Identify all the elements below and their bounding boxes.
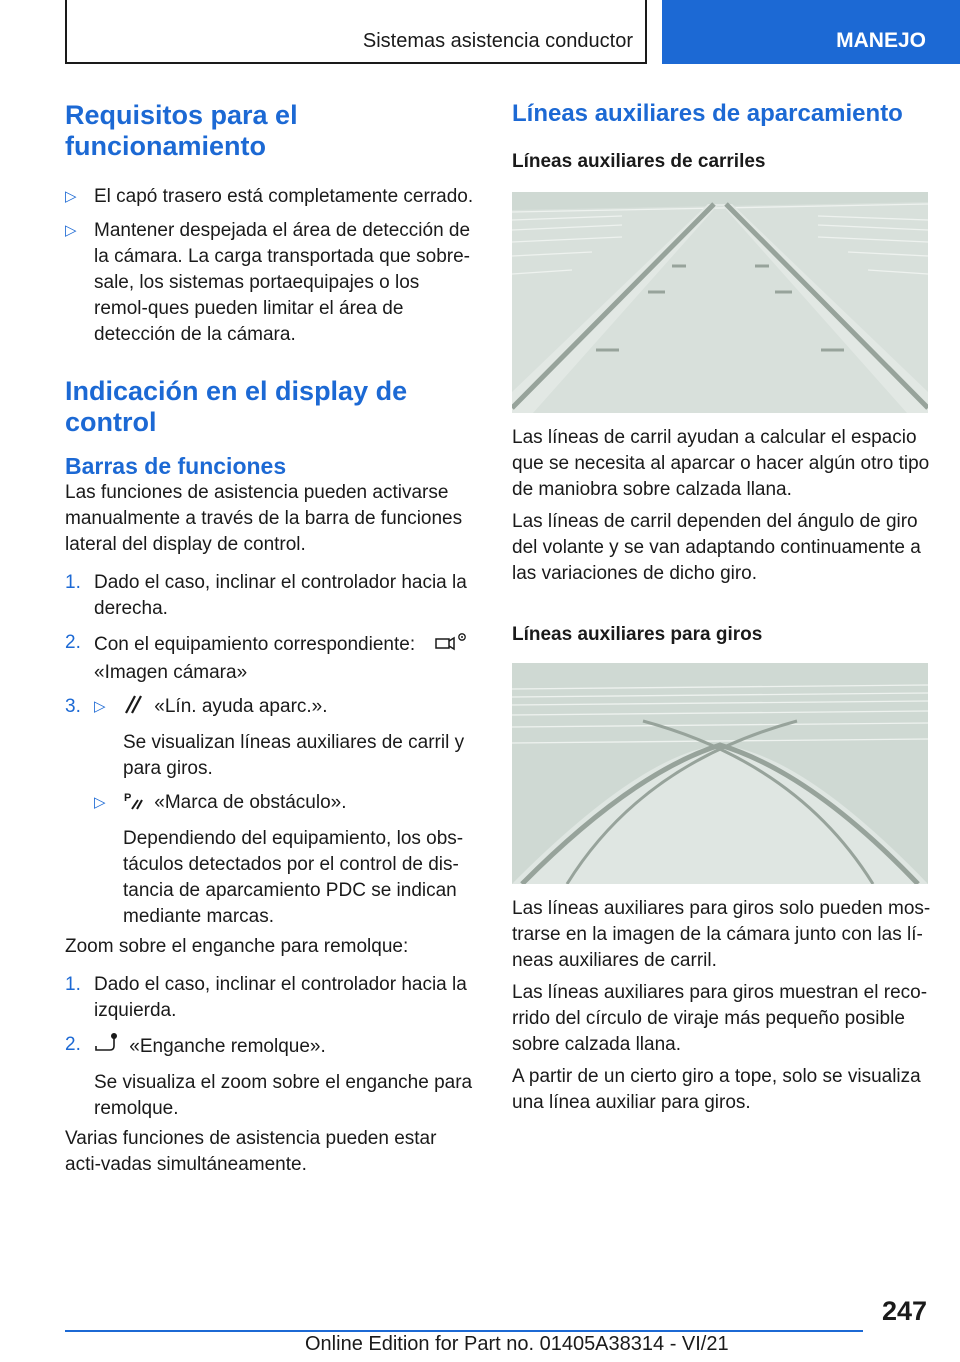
- sub-list-item: ▷ P «Marca de obstáculo». Dependiendo del equipamiento, los obs-táculos detectados por el control de dis-tancia de aparcamiento PDC se indican mediante marcas.: [94, 792, 464, 927]
- zoom-intro: Zoom sobre el enganche para remolque:: [65, 936, 409, 957]
- list-item: ▷ Mantener despejada el área de detección de la cámara. La carga transportada que sobre-sale, los sistemas portaequipajes o los remol-ques pueden limitar el área de detección de la cámara.: [65, 220, 471, 345]
- triangle-bullet-icon: ▷: [94, 698, 106, 715]
- header-box: [65, 0, 647, 64]
- bars-intro: Las funciones de asistencia pueden activarse manualmente a través de la barra de funciones lateral del display de control.: [65, 482, 463, 555]
- triangle-bullet-icon: ▷: [65, 222, 77, 239]
- lane-lines-p1: Las líneas de carril ayudan a calcular el espacio que se necesita al aparcar o hacer algún otro tipo de maniobra sobre calzada llana.: [512, 427, 930, 500]
- parking-lines-heading: Líneas auxiliares de aparcamiento: [512, 100, 903, 127]
- closing-text: Varias funciones de asistencia pueden estar acti-vadas simultáneamente.: [65, 1128, 437, 1175]
- list-item: ▷ El capó trasero está completamente cerrado.: [65, 184, 477, 210]
- turn-lines-figure: [512, 663, 928, 884]
- edition-text: Online Edition for Part no. 01405A38314 - VI/21: [305, 1333, 729, 1355]
- footer-divider: [65, 1330, 863, 1332]
- section-title: Sistemas asistencia conductor: [362, 30, 633, 52]
- triangle-bullet-icon: ▷: [65, 188, 77, 205]
- left-column: [65, 100, 477, 1178]
- list-item: 1. Dado el caso, inclinar el controlador hacia la izquierda.: [65, 974, 467, 1021]
- requirements-heading: Requisitos para el funcionamiento: [65, 100, 298, 161]
- turn-lines-p3: A partir de un cierto giro a tope, solo se visualiza una línea auxiliar para giros.: [512, 1066, 921, 1113]
- page-number: 247: [881, 1296, 927, 1326]
- triangle-bullet-icon: ▷: [94, 794, 106, 811]
- lane-lines-heading: Líneas auxiliares de carriles: [512, 151, 766, 172]
- trailer-hitch-icon: [94, 1032, 120, 1062]
- list-item: 2. «Enganche remolque». Se visualiza el zoom sobre el enganche para remolque.: [65, 1034, 473, 1119]
- sub-list-item: ▷ «Lín. ayuda aparc.». Se visualizan líneas auxiliares de carril y para giros.: [94, 696, 465, 779]
- turn-lines-p2: Las líneas auxiliares para giros muestran el reco-rrido del círculo de viraje más pequeño posible sobre calzada llana.: [512, 982, 928, 1055]
- obstacle-marking-icon: [123, 790, 145, 818]
- turn-lines-heading: Líneas auxiliares para giros: [512, 624, 763, 645]
- chapter-tab-label: MANEJO: [836, 29, 926, 52]
- camera-settings-icon: [434, 630, 468, 660]
- right-column: [512, 100, 932, 1116]
- list-item: 3. ▷ «Lín. ayuda aparc.». Se visualizan líneas auxiliares de carril y para giros. ▷ P «Marca de obstáculo». Dependiendo del equipamiento, los obs-táculos detectados por el control de dis-tancia de aparcamiento PDC se indican mediante marcas.: [65, 694, 477, 930]
- display-heading: Indicación en el display de control: [65, 376, 408, 437]
- list-item: 2. Con el equipamiento correspondiente: «Imagen cámara»: [65, 630, 477, 686]
- parking-lines-icon: [123, 694, 145, 722]
- turn-lines-p1: Las líneas auxiliares para giros solo pueden mos-trarse en la imagen de la cámara junto con las lí-neas auxiliares de carril.: [512, 898, 931, 971]
- lane-lines-figure: [512, 192, 928, 413]
- list-item: 1. Dado el caso, inclinar el controlador hacia la derecha.: [65, 572, 467, 619]
- lane-lines-p2: Las líneas de carril dependen del ángulo de giro del volante y se van adaptando continuamente a las variaciones de dicho giro.: [512, 511, 921, 584]
- svg-text:P: P: [124, 792, 132, 804]
- function-bars-heading: Barras de funciones: [65, 453, 287, 479]
- chapter-tab[interactable]: [662, 0, 960, 64]
